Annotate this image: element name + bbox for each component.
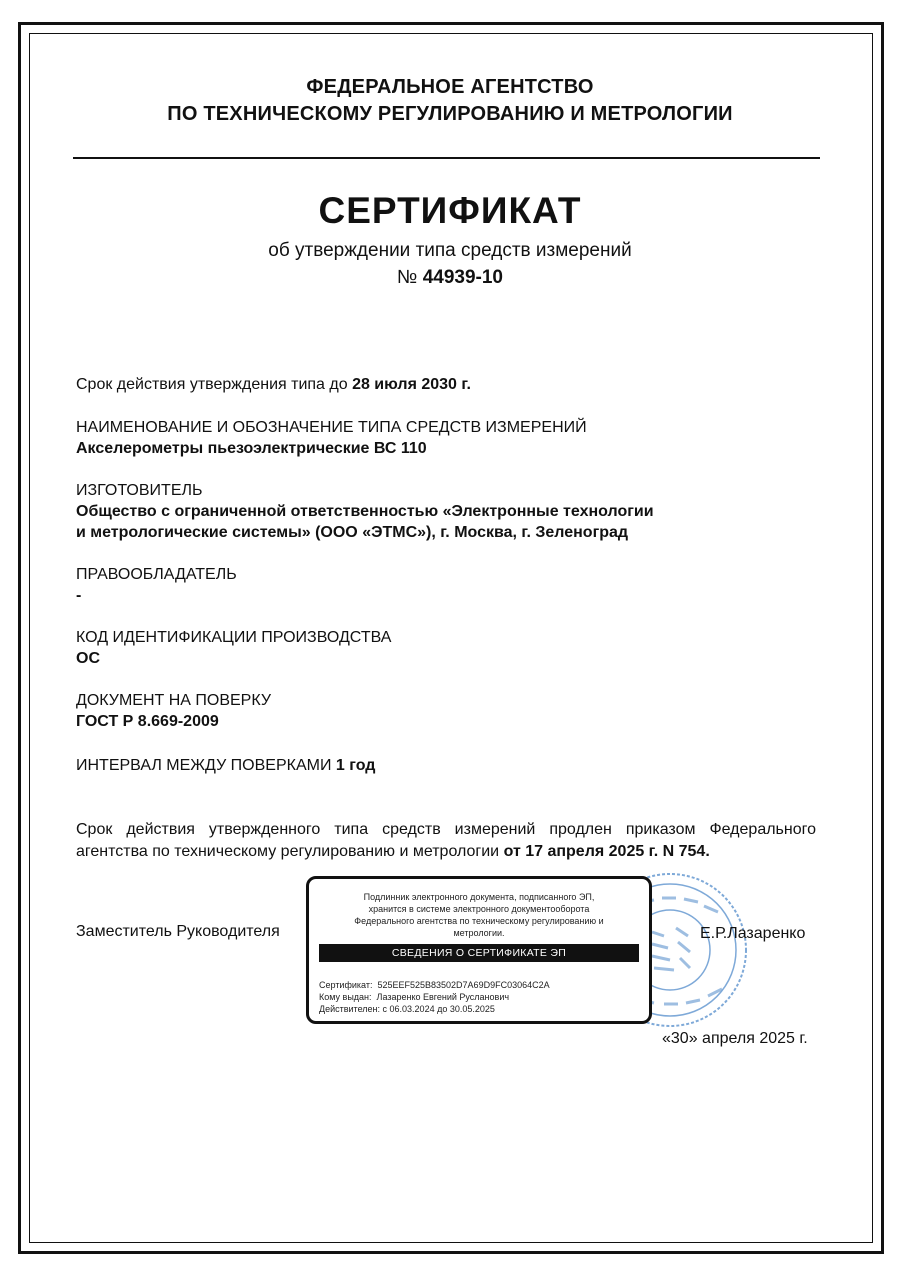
- esig-details: [319, 979, 645, 1015]
- signatory-name: Е.Р.Лазаренко: [700, 925, 806, 942]
- extension-order: от 17 апреля 2025 г. N 754.: [503, 843, 710, 860]
- extension-line2-prefix: агентства по техническому регулированию и метрологии: [76, 843, 504, 860]
- production-code-label: КОД ИДЕНТИФИКАЦИИ ПРОИЗВОДСТВА: [76, 629, 392, 646]
- certificate-subtitle: об утверждении типа средств измерений: [268, 240, 632, 261]
- manufacturer-value-line2: и метрологические системы» (ООО «ЭТМС»), г. Москва, г. Зеленоград: [76, 524, 629, 541]
- issue-date: «30» апреля 2025 г.: [662, 1030, 808, 1047]
- production-code-value: ОС: [76, 650, 100, 667]
- header-divider: [73, 157, 820, 159]
- esig-header: СВЕДЕНИЯ О СЕРТИФИКАТЕ ЭП: [319, 944, 639, 962]
- validity-label: Срок действия утверждения типа до: [76, 376, 353, 393]
- agency-name-line1: ФЕДЕРАЛЬНОЕ АГЕНТСТВО: [306, 76, 594, 98]
- interval-label: ИНТЕРВАЛ МЕЖДУ ПОВЕРКАМИ: [76, 757, 336, 774]
- verification-doc-label: ДОКУМЕНТ НА ПОВЕРКУ: [76, 692, 272, 709]
- verification-doc-value: ГОСТ Р 8.669-2009: [76, 713, 219, 730]
- electronic-signature-block: [306, 876, 652, 1024]
- type-name-value: Акселерометры пьезоэлектрические ВС 110: [76, 440, 427, 457]
- validity-line: [76, 374, 836, 395]
- certificate-number: № 44939-10: [397, 267, 503, 288]
- production-code-section: [76, 627, 836, 669]
- esig-issued-to: Кому выдан: Лазаренко Евгений Русланович: [319, 992, 510, 1002]
- esig-certificate: Сертификат: 525EEF525B83502D7A69D9FC03064C2A: [319, 980, 550, 990]
- extension-paragraph: [76, 819, 816, 863]
- esig-note: Подлинник электронного документа, подписанного ЭП, хранится в системе электронного документооборота Федерального агентства по техническому регулированию и метрологии.: [354, 892, 604, 938]
- manufacturer-value-line1: Общество с ограниченной ответственностью «Электронные технологии: [76, 503, 654, 520]
- interval-value: 1 год: [335, 757, 376, 774]
- right-holder-section: [76, 564, 836, 606]
- esig-valid-period: Действителен: с 06.03.2024 до 30.05.2025: [319, 1004, 495, 1014]
- validity-date: 28 июля 2030 г.: [352, 376, 471, 393]
- manufacturer-section: [76, 480, 836, 543]
- signatory-position: Заместитель Руководителя: [76, 923, 280, 940]
- right-holder-label: ПРАВООБЛАДАТЕЛЬ: [76, 566, 237, 583]
- right-holder-value: -: [76, 587, 82, 604]
- manufacturer-label: ИЗГОТОВИТЕЛЬ: [76, 482, 203, 499]
- interval-section: [76, 755, 836, 776]
- extension-line1: Срок действия утвержденного типа средств измерений продлен приказом Федерального: [76, 821, 816, 838]
- verification-doc-section: [76, 690, 836, 732]
- type-name-label: НАИМЕНОВАНИЕ И ОБОЗНАЧЕНИЕ ТИПА СРЕДСТВ ИЗМЕРЕНИЙ: [76, 419, 587, 436]
- type-name-section: [76, 417, 836, 459]
- certificate-title: СЕРТИФИКАТ: [318, 190, 582, 231]
- agency-name-line2: ПО ТЕХНИЧЕСКОМУ РЕГУЛИРОВАНИЮ И МЕТРОЛОГИИ: [167, 103, 733, 125]
